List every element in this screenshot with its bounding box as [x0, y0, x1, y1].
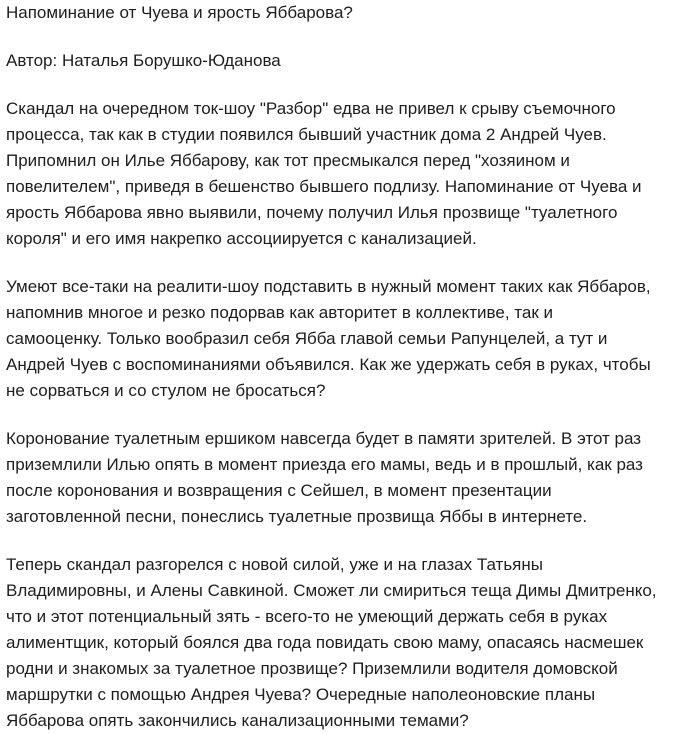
article-paragraph-2: Умеют все-таки на реалити-шоу подставить в нужный момент таких как Яббаров, напомнив многое и резко подорвав как авторитет в коллективе, так и самооценку. Только вообразил себя Ябба главой семьи Рапунцелей, а тут и Андрей Чуев с воспоминаниями объявился. Как же удержать себя в руках, чтобы не сорваться и со стулом не бросаться?	[6, 277, 651, 400]
article-paragraph-4: Теперь скандал разгорелся с новой силой, уже и на глазах Татьяны Владимировны, и Алены Савкиной. Сможет ли смириться теща Димы Дмитренко, что и этот потенциальный зять - всего-то не умеющий держать себя в руках алиментщик, который боялся два года повидать свою маму, опасаясь насмешек родни и знакомых за туалетное прозвище? Приземлили водителя домовской маршрутки с помощью Андрея Чуева? Очередные наполеоновские планы Яббарова опять закончились канализационными темами?	[6, 555, 657, 730]
article-title: Напоминание от Чуева и ярость Яббарова?	[6, 3, 353, 22]
article-paragraph-1: Скандал на очередном ток-шоу "Разбор" едва не привел к срыву съемочного процесса, так как в студии появился бывший участник дома 2 Андрей Чуев. Припомнил он Илье Яббарову, как тот пресмыкался перед "хозяином и повелителем", приведя в бешенство бывшего подлизу. Напоминание от Чуева и ярость Яббарова явно выявили, почему получил Илья прозвище "туалетного короля" и его имя накрепко ассоциируется с канализацией.	[6, 99, 642, 248]
article	[6, 0, 696, 734]
article-author: Автор: Наталья Борушко-Юданова	[6, 51, 281, 70]
article-paragraph-3: Коронование туалетным ершиком навсегда будет в памяти зрителей. В этот раз приземлили Илью опять в момент приезда его мамы, ведь и в прошлый, как раз после коронования и возвращения с Сейшел, в момент презентации заготовленной песни, понеслись туалетные прозвища Яббы в интернете.	[6, 429, 643, 526]
